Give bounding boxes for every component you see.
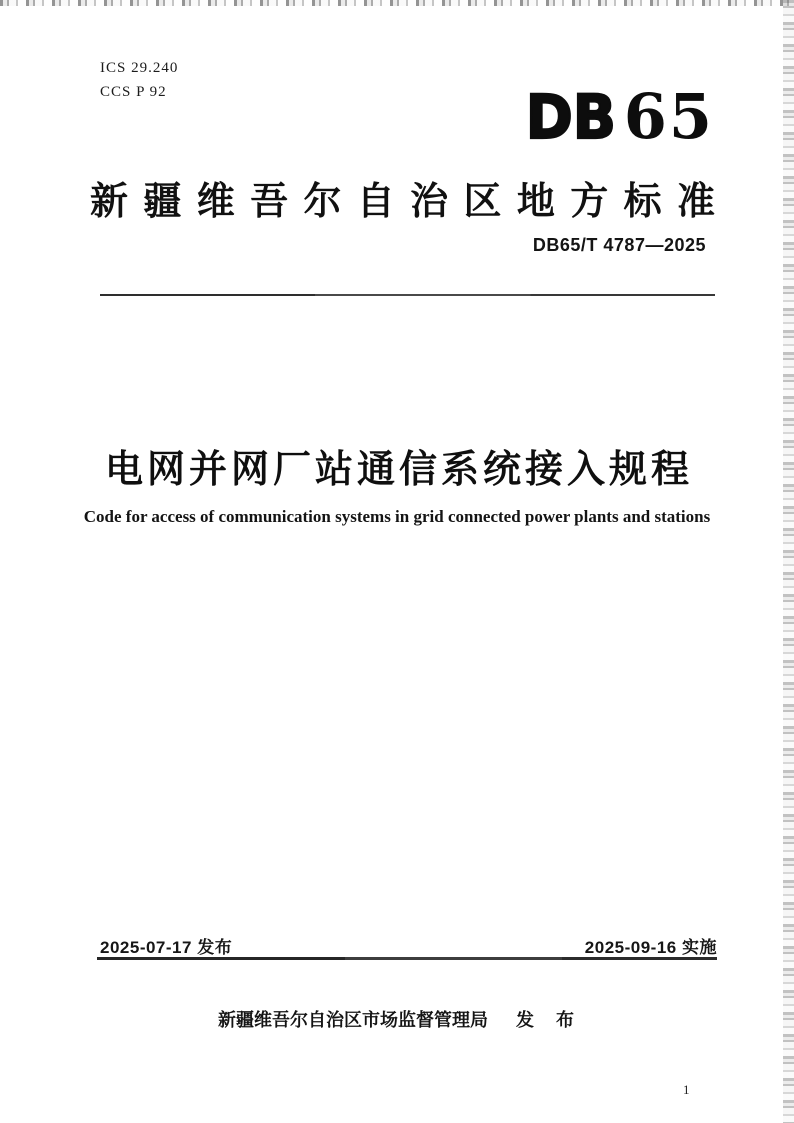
page-number: 1 [683, 1082, 690, 1097]
footer-divider-rule [97, 957, 717, 960]
dates-row [100, 933, 717, 958]
publish-label: 发 布 [516, 1010, 576, 1030]
standard-type-heading: 新 疆 维 吾 尔 自 治 区 地 方 标 准 [90, 181, 715, 223]
issue-date: 2025-07-17 [100, 938, 192, 957]
issue-date-group [100, 933, 232, 958]
implementation-date: 2025-09-16 [584, 938, 677, 957]
db65-logo [525, 80, 714, 153]
publisher-row [0, 1006, 794, 1032]
scan-noise-right-edge [783, 0, 794, 1123]
document-title-chinese: 电网并网厂站通信系统接入规程 [104, 449, 693, 491]
issue-label: 发布 [197, 938, 233, 957]
ccs-code: CCS P 92 [100, 84, 167, 100]
standard-number: DB65/T 4787—2025 [532, 235, 706, 255]
header-divider-rule [100, 294, 715, 296]
classification-codes [100, 56, 178, 104]
implementation-date-group [585, 933, 717, 958]
scan-noise-top-edge [0, 0, 794, 6]
implementation-label: 实施 [682, 938, 717, 957]
document-title-english: Code for access of communication systems in grid connected power plants and stations [83, 507, 711, 526]
publisher-name: 新疆维吾尔自治区市场监督管理局 [218, 1010, 488, 1030]
ics-code: ICS 29.240 [100, 60, 179, 76]
db65-logo-db-letters: DB [525, 81, 616, 153]
db65-logo-region-number: 65 [623, 80, 714, 153]
